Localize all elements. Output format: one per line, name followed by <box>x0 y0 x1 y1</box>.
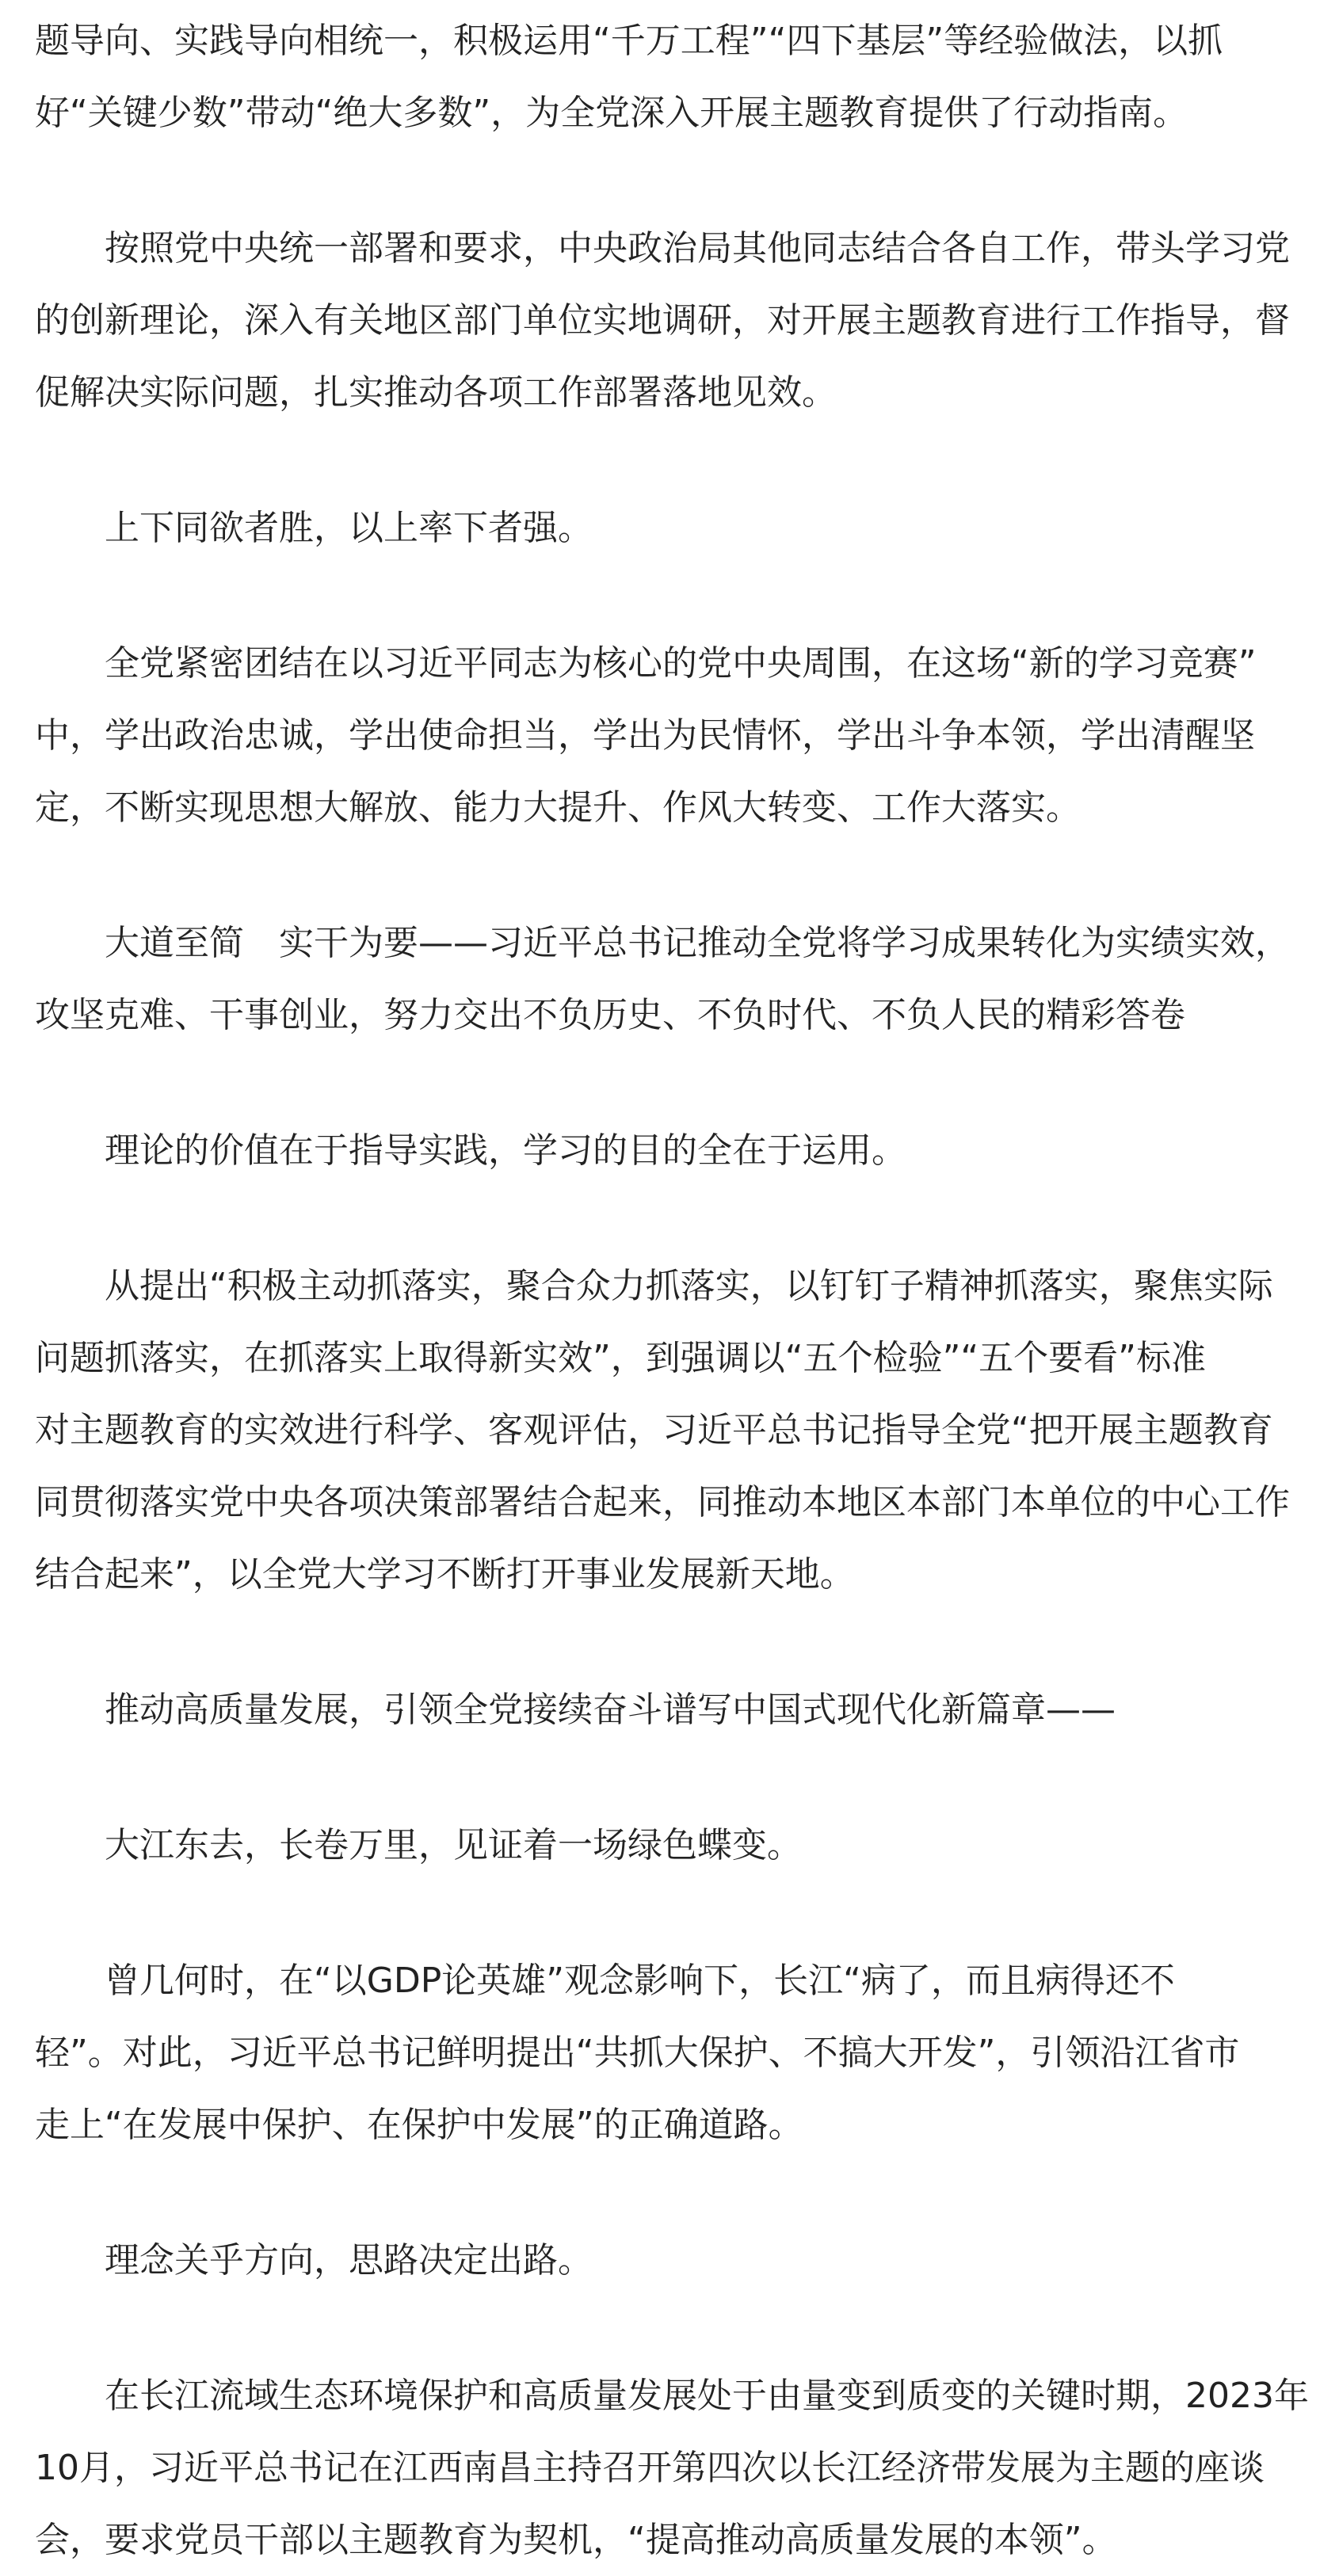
paragraph-2: 按照党中央统一部署和要求，中央政治局其他同志结合各自工作，带头学习党 的创新理论，深入有关地区部门单位实地调研，对开展主题教育进行工作指导，督 促解决实际问题，扎实推动各项工作部署落地见效。 <box>35 228 1290 413</box>
paragraph-9: 大江东去，长卷万里，见证着一场绿色蝶变。 <box>105 1825 802 1865</box>
paragraph-5-subheading: 大道至简 实干为要——习近平总书记推动全党将学习成果转化为实绩实效， 攻坚克难、干事创业，努力交出不负历史、不负时代、不负人民的精彩答卷 <box>35 923 1290 1035</box>
paragraph-6: 理论的价值在于指导实践，学习的目的全在于运用。 <box>105 1130 906 1171</box>
paragraph-1: 题导向、实践导向相统一，积极运用“千万工程”“四下基层”等经验做法，以抓 好“关键少数”带动“绝大多数”，为全党深入开展主题教育提供了行动指南。 <box>35 21 1223 133</box>
paragraph-7: 从提出“积极主动抓落实，聚合众力抓落实，以钉钉子精神抓落实，聚焦实际 问题抓落实，在抓落实上取得新实效”，到强调以“五个检验”“五个要看”标准 对主题教育的实效进行科学、客观评估，习近平总书记指导全党“把开展主题教育 同贯彻落实党中央各项决策部署结合起来，同推动本地区本部门本单位的中心工作 结合起来”，以全党大学习不断打开事业发展新天地。 <box>35 1266 1290 1595</box>
paragraph-3: 上下同欲者胜，以上率下者强。 <box>105 508 593 548</box>
paragraph-12: 在长江流域生态环境保护和高质量发展处于由量变到质变的关键时期，2023年 10月，习近平总书记在江西南昌主持召开第四次以长江经济带发展为主题的座谈 会，要求党员干部以主题教育为契机，“提高推动高质量发展的本领”。 <box>35 2376 1309 2560</box>
article-body <box>35 5 1334 2576</box>
paragraph-4: 全党紧密团结在以习近平同志为核心的党中央周围，在这场“新的学习竞赛” 中，学出政治忠诚，学出使命担当，学出为民情怀，学出斗争本领，学出清醒坚 定，不断实现思想大解放、能力大提升、作风大转变、工作大落实。 <box>35 643 1257 828</box>
paragraph-11: 理念关乎方向，思路决定出路。 <box>105 2240 593 2281</box>
paragraph-8: 推动高质量发展，引领全党接续奋斗谱写中国式现代化新篇章—— <box>105 1690 1116 1730</box>
paragraph-10: 曾几何时，在“以GDP论英雄”观念影响下，长江“病了，而且病得还不 轻”。对此，习近平总书记鲜明提出“共抓大保护、不搞大开发”，引领沿江省市 走上“在发展中保护、在保护中发展”的正确道路。 <box>35 1961 1240 2145</box>
